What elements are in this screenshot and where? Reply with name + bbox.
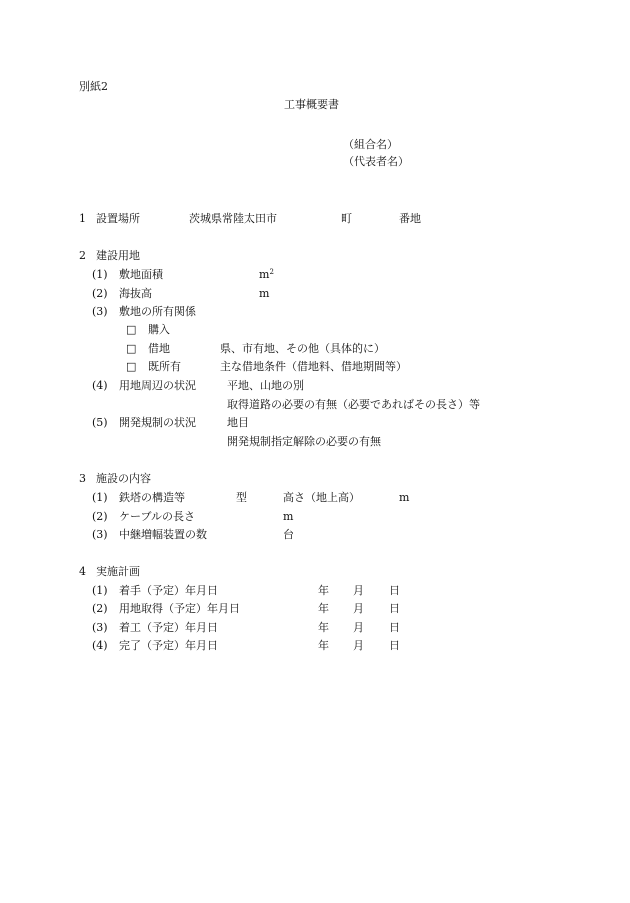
cable-length-label: ケーブルの長さ: [119, 510, 196, 523]
item-2-4-number: (4): [92, 379, 108, 392]
section-4-heading: 実施計画: [96, 565, 140, 578]
union-name-field: （組合名）: [343, 138, 398, 151]
elevation-label: 海抜高: [119, 287, 152, 300]
purchase-checkbox[interactable]: □: [126, 323, 137, 336]
month-label: 月: [353, 639, 364, 652]
day-label: 日: [389, 639, 400, 652]
tower-height-label: 高さ（地上高）: [283, 491, 360, 504]
section-1-number: 1: [79, 212, 86, 225]
month-label: 月: [353, 602, 364, 615]
day-label: 日: [389, 584, 400, 597]
section-2-number: 2: [79, 249, 86, 262]
cable-length-unit: m: [283, 510, 294, 523]
item-2-2-number: (2): [92, 287, 108, 300]
year-label: 年: [318, 602, 329, 615]
regulation-label: 開発規制の状況: [119, 416, 196, 429]
item-2-3-number: (3): [92, 305, 108, 318]
schedule-item-label: 完了（予定）年月日: [119, 639, 218, 652]
year-label: 年: [318, 639, 329, 652]
item-3-1-number: (1): [92, 491, 108, 504]
regulation-line-1: 地目: [227, 416, 249, 429]
schedule-item-number: (1): [92, 584, 108, 597]
repeater-count-unit: 台: [283, 528, 294, 541]
section-1-heading: 設置場所: [96, 212, 140, 225]
regulation-line-2: 開発規制指定解除の必要の有無: [227, 435, 381, 448]
day-label: 日: [389, 621, 400, 634]
item-2-5-number: (5): [92, 416, 108, 429]
item-3-2-number: (2): [92, 510, 108, 523]
owned-option-label: 既所有: [148, 360, 181, 373]
day-label: 日: [389, 602, 400, 615]
section-2-heading: 建設用地: [96, 249, 140, 262]
year-label: 年: [318, 584, 329, 597]
surroundings-label: 用地周辺の状況: [119, 379, 196, 392]
lease-option-label: 借地: [148, 342, 170, 355]
lease-option-note: 県、市有地、その他（具体的に）: [220, 342, 385, 355]
schedule-item-label: 着手（予定）年月日: [119, 584, 218, 597]
purchase-option-label: 購入: [148, 323, 170, 336]
elevation-unit: m: [259, 287, 270, 300]
repeater-count-label: 中継増幅装置の数: [119, 528, 207, 541]
item-2-1-number: (1): [92, 268, 108, 281]
location-town: 町: [341, 212, 352, 225]
tower-type-unit: 型: [236, 491, 247, 504]
surroundings-line-1: 平地、山地の別: [227, 379, 304, 392]
schedule-item-number: (3): [92, 621, 108, 634]
location-prefecture: 茨城県常陸太田市: [189, 212, 277, 225]
location-lot: 番地: [399, 212, 421, 225]
month-label: 月: [353, 584, 364, 597]
year-label: 年: [318, 621, 329, 634]
tower-structure-label: 鉄塔の構造等: [119, 491, 185, 504]
surroundings-line-2: 取得道路の必要の有無（必要であればその長さ）等: [227, 398, 480, 411]
attachment-label: 別紙2: [79, 80, 108, 93]
lease-checkbox[interactable]: □: [126, 342, 137, 355]
owned-option-note: 主な借地条件（借地料、借地期間等）: [220, 360, 407, 373]
tower-height-unit: m: [399, 491, 410, 504]
site-area-unit: $m^2$: [259, 268, 274, 281]
section-3-number: 3: [79, 472, 86, 485]
owned-checkbox[interactable]: □: [126, 360, 137, 373]
item-3-3-number: (3): [92, 528, 108, 541]
section-4-number: 4: [79, 565, 86, 578]
schedule-item-label: 用地取得（予定）年月日: [119, 602, 240, 615]
site-area-label: 敷地面積: [119, 268, 163, 281]
schedule-item-number: (4): [92, 639, 108, 652]
document-title: 工事概要書: [284, 98, 339, 111]
schedule-item-number: (2): [92, 602, 108, 615]
section-3-heading: 施設の内容: [96, 472, 151, 485]
schedule-item-label: 着工（予定）年月日: [119, 621, 218, 634]
representative-field: （代表者名）: [343, 155, 409, 168]
ownership-label: 敷地の所有関係: [119, 305, 196, 318]
month-label: 月: [353, 621, 364, 634]
